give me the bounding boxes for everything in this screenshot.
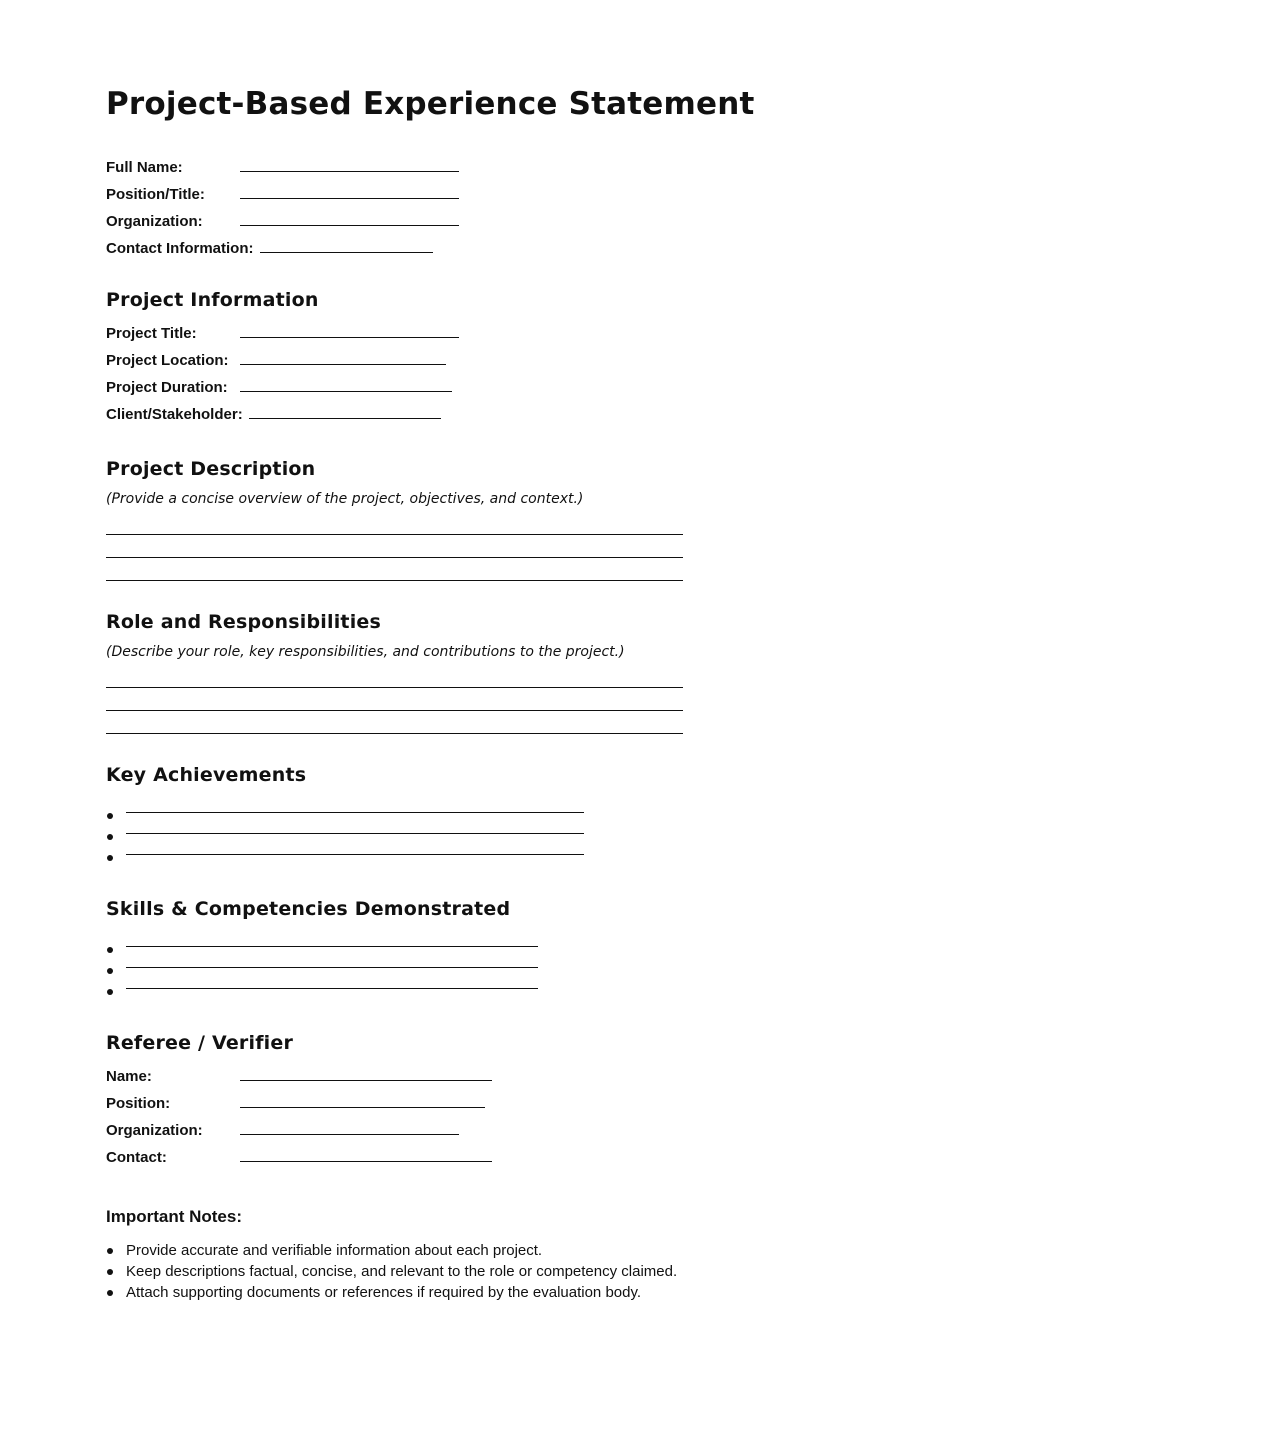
referee-position-field[interactable] [106, 1085, 492, 1112]
client-stakeholder-field[interactable] [106, 396, 459, 423]
referee-verifier-section [106, 1031, 492, 1166]
key-achievements-heading: Key Achievements [106, 764, 307, 786]
achievement-blank[interactable] [126, 833, 584, 834]
note-text: Provide accurate and verifiable information about each project. [126, 1242, 543, 1259]
referee-contact-label: Contact: [106, 1149, 167, 1166]
referee-organization-label: Organization: [106, 1122, 203, 1139]
full-name-blank[interactable] [240, 171, 459, 172]
project-title-field[interactable] [106, 315, 459, 342]
role-responsibilities-hint: (Describe your role, key responsibilities, and contributions to the project.) [106, 644, 625, 660]
project-information-section [106, 288, 459, 423]
document-title: Project-Based Experience Statement [106, 86, 755, 122]
project-title-blank[interactable] [240, 337, 459, 338]
organization-blank[interactable] [240, 225, 459, 226]
referee-contact-blank[interactable] [240, 1161, 492, 1162]
project-duration-field[interactable] [106, 369, 459, 396]
client-stakeholder-label: Client/Stakeholder: [106, 406, 243, 423]
project-duration-blank[interactable] [240, 391, 452, 392]
full-name-field[interactable] [106, 149, 459, 176]
note-item [106, 1261, 806, 1282]
note-text: Attach supporting documents or references if required by the evaluation body. [126, 1284, 642, 1300]
skill-item[interactable] [106, 970, 538, 991]
organization-field[interactable] [106, 203, 459, 230]
position-title-blank[interactable] [240, 198, 459, 199]
note-text: Keep descriptions factual, concise, and relevant to the role or competency claimed. [126, 1263, 678, 1280]
achievement-item[interactable] [106, 815, 584, 836]
personal-details [106, 149, 459, 257]
referee-name-field[interactable] [106, 1058, 492, 1085]
project-information-heading: Project Information [106, 289, 319, 311]
skills-competencies-section [106, 897, 538, 991]
role-responsibilities-line-3[interactable] [106, 711, 683, 734]
skill-blank[interactable] [126, 946, 538, 947]
skill-item[interactable] [106, 949, 538, 970]
project-title-label: Project Title: [106, 325, 197, 342]
project-duration-label: Project Duration: [106, 379, 228, 396]
important-notes-heading-wrap [106, 1206, 242, 1240]
contact-information-blank[interactable] [260, 252, 433, 253]
contact-information-field[interactable] [106, 230, 459, 257]
skill-item[interactable] [106, 928, 538, 949]
project-location-blank[interactable] [240, 364, 446, 365]
position-title-field[interactable] [106, 176, 459, 203]
project-description-line-3[interactable] [106, 558, 683, 581]
skills-competencies-heading: Skills & Competencies Demonstrated [106, 898, 511, 920]
achievement-item[interactable] [106, 794, 584, 815]
position-title-label: Position/Title: [106, 186, 205, 203]
note-item [106, 1282, 806, 1300]
note-item [106, 1240, 806, 1261]
project-description-line-2[interactable] [106, 535, 683, 558]
key-achievements-section [106, 763, 584, 857]
organization-label: Organization: [106, 213, 203, 230]
referee-organization-blank[interactable] [240, 1134, 459, 1135]
referee-position-label: Position: [106, 1095, 171, 1112]
achievement-item[interactable] [106, 836, 584, 857]
client-stakeholder-blank[interactable] [249, 418, 441, 419]
referee-verifier-heading: Referee / Verifier [106, 1032, 294, 1054]
project-location-label: Project Location: [106, 352, 229, 369]
contact-information-label: Contact Information: [106, 240, 254, 257]
full-name-label: Full Name: [106, 159, 183, 176]
role-responsibilities-line-1[interactable] [106, 667, 683, 688]
referee-name-blank[interactable] [240, 1080, 492, 1081]
project-description-line-1[interactable] [106, 514, 683, 535]
achievement-blank[interactable] [126, 812, 584, 813]
referee-position-blank[interactable] [240, 1107, 485, 1108]
project-description-hint: (Provide a concise overview of the project, objectives, and context.) [106, 491, 584, 507]
role-responsibilities-section [106, 610, 683, 734]
project-location-field[interactable] [106, 342, 459, 369]
skill-blank[interactable] [126, 988, 538, 989]
skill-blank[interactable] [126, 967, 538, 968]
referee-name-label: Name: [106, 1068, 152, 1085]
important-notes-heading: Important Notes: [106, 1207, 242, 1226]
project-description-section [106, 457, 683, 581]
important-notes-list [106, 1240, 806, 1300]
referee-organization-field[interactable] [106, 1112, 492, 1139]
referee-contact-field[interactable] [106, 1139, 492, 1166]
project-description-heading: Project Description [106, 458, 316, 480]
achievement-blank[interactable] [126, 854, 584, 855]
role-responsibilities-line-2[interactable] [106, 688, 683, 711]
role-responsibilities-heading: Role and Responsibilities [106, 611, 382, 633]
